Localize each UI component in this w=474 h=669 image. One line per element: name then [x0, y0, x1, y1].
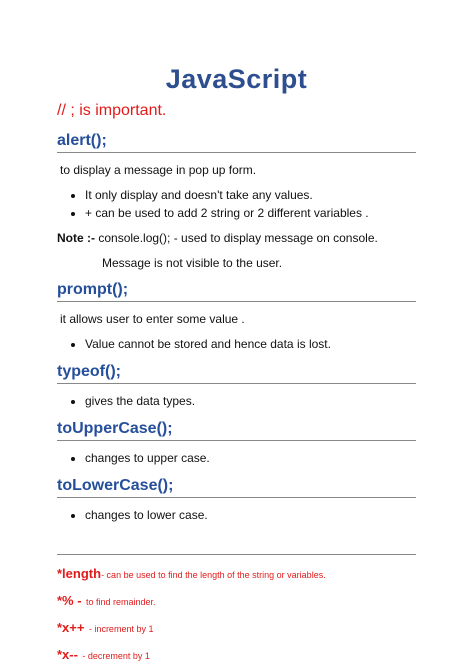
- extra-key: *length: [57, 566, 102, 581]
- extra-desc: - decrement by 1: [82, 651, 150, 661]
- extra-desc: - can be used to find the length of the string or variables.: [101, 570, 326, 580]
- section-heading-touppercase: toUpperCase();: [57, 419, 416, 441]
- alert-note: [57, 230, 416, 246]
- extra-desc: - increment by 1: [88, 624, 154, 634]
- extra-remainder: [57, 592, 416, 611]
- typeof-bullet-list: [57, 392, 416, 410]
- extra-key: *% -: [57, 593, 82, 608]
- extra-length: [57, 565, 416, 584]
- note-label: Note :-: [57, 231, 95, 245]
- note-text: console.log(); - used to display message on console.: [98, 231, 378, 245]
- section-heading-prompt: prompt();: [57, 280, 416, 302]
- alert-description: to display a message in pop up form.: [60, 163, 257, 177]
- list-item: • changes to lower case.: [85, 506, 416, 524]
- extra-desc: to find remainder.: [86, 597, 156, 607]
- prompt-description: it allows user to enter some value .: [60, 312, 245, 326]
- page-title: JavaScript: [165, 64, 308, 94]
- extra-key: *x++: [57, 620, 85, 635]
- section-heading-alert: alert();: [57, 131, 416, 153]
- extra-decrement: [57, 646, 416, 665]
- extra-key: *x--: [57, 647, 78, 662]
- extra-increment: [57, 619, 416, 638]
- tolowercase-bullet-list: [57, 506, 416, 524]
- list-item: • gives the data types.: [85, 392, 416, 410]
- section-heading-tolowercase: toLowerCase();: [57, 476, 416, 498]
- alert-bullet-list: [57, 186, 416, 222]
- alert-note-sub: Message is not visible to the user.: [102, 256, 283, 270]
- list-item: • changes to upper case.: [85, 449, 416, 467]
- list-item: • It only display and doesn't take any values.: [85, 186, 416, 204]
- list-item: • Value cannot be stored and hence data is lost.: [85, 335, 416, 353]
- divider-rule: [57, 532, 416, 555]
- important-note: // ; is important.: [57, 102, 167, 119]
- prompt-bullet-list: [57, 335, 416, 353]
- section-heading-typeof: typeof();: [57, 362, 416, 384]
- touppercase-bullet-list: [57, 449, 416, 467]
- list-item: • + can be used to add 2 string or 2 different variables .: [85, 204, 416, 222]
